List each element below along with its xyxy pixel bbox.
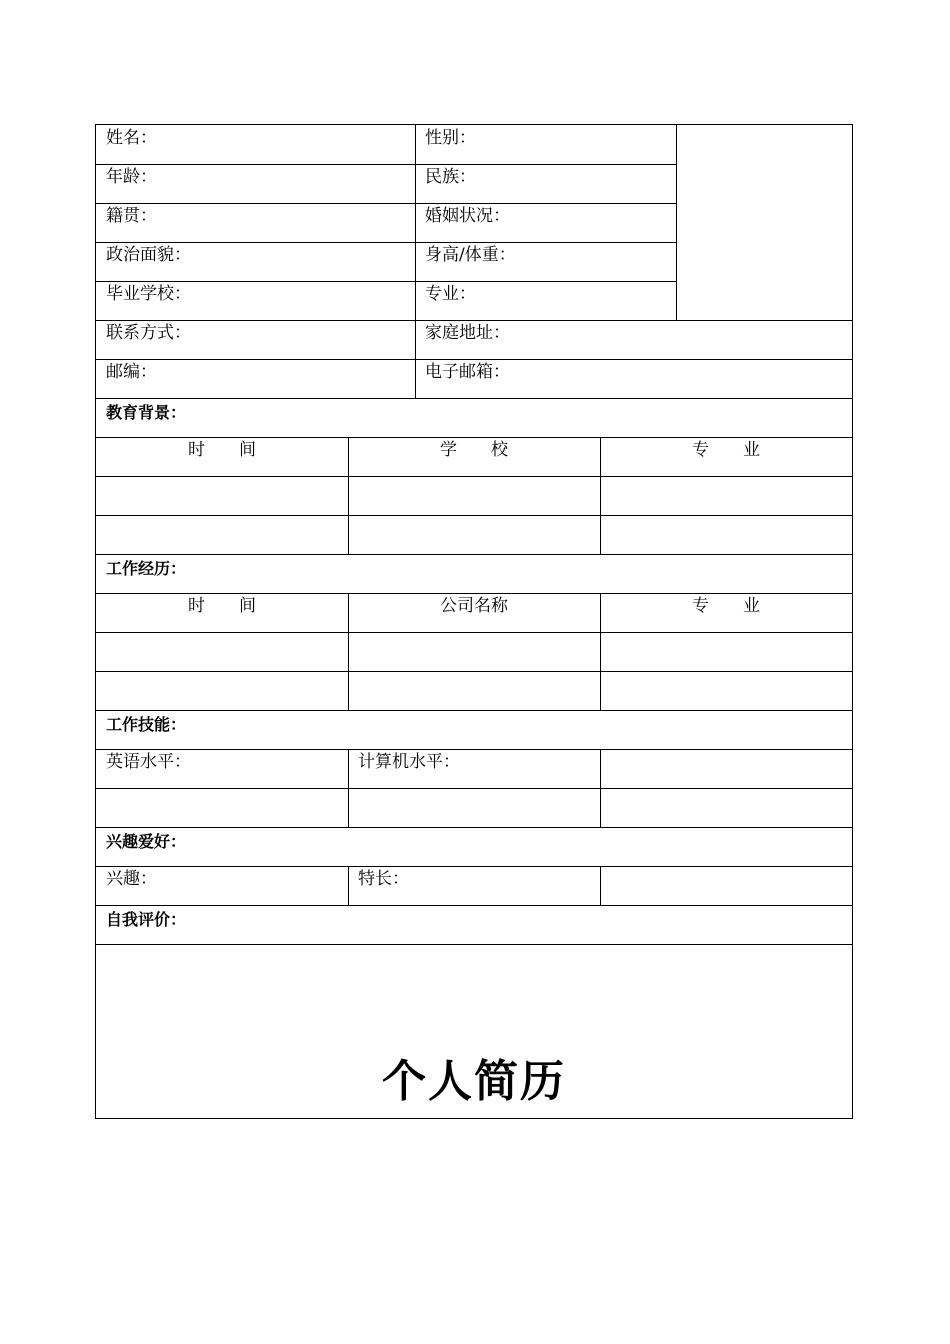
english-level-label: 英语水平： [106,752,191,772]
resume-form [95,124,853,1119]
row-divider [96,554,852,555]
row-divider [96,788,852,789]
education-col-time: 时 间 [188,440,256,460]
age-label: 年龄： [106,167,157,187]
row-divider [96,632,852,633]
col-divider [600,749,601,827]
major-label: 专业： [425,284,476,304]
education-heading: 教育背景： [106,403,187,422]
height-weight-label: 身高/体重： [425,245,516,265]
row-divider [96,203,676,204]
specialty-label: 特长： [358,869,409,889]
work-col-company: 公司名称 [440,596,508,616]
skills-heading: 工作技能： [106,715,187,734]
political-status-label: 政治面貌： [106,245,191,265]
row-divider [96,905,852,906]
row-divider [96,671,852,672]
ethnicity-label: 民族： [425,167,476,187]
gender-label: 性别： [425,128,476,148]
work-heading: 工作经历： [106,559,187,578]
self-evaluation-heading: 自我评价： [106,910,187,929]
marital-status-label: 婚姻状况： [425,206,510,226]
address-label: 家庭地址： [425,323,510,343]
row-divider [96,710,852,711]
row-divider [96,944,852,945]
hobbies-heading: 兴趣爱好： [106,832,187,851]
work-col-major: 专 业 [692,596,760,616]
computer-level-label: 计算机水平： [358,752,460,772]
page-title: 个人简历 [382,1056,566,1107]
education-col-school: 学 校 [440,440,508,460]
row-divider [96,866,852,867]
row-divider [96,476,852,477]
email-label: 电子邮箱： [425,362,510,382]
native-place-label: 籍贯： [106,206,157,226]
contact-label: 联系方式： [106,323,191,343]
row-divider [96,398,852,399]
photo-box-divider [676,125,677,320]
col-divider [600,866,601,905]
work-col-time: 时 间 [188,596,256,616]
row-divider [96,749,852,750]
row-divider [96,515,852,516]
education-col-major: 专 业 [692,440,760,460]
row-divider [96,164,676,165]
name-label: 姓名： [106,128,157,148]
postcode-label: 邮编： [106,362,157,382]
interests-label: 兴趣： [106,869,157,889]
row-divider [96,827,852,828]
school-label: 毕业学校： [106,284,191,304]
